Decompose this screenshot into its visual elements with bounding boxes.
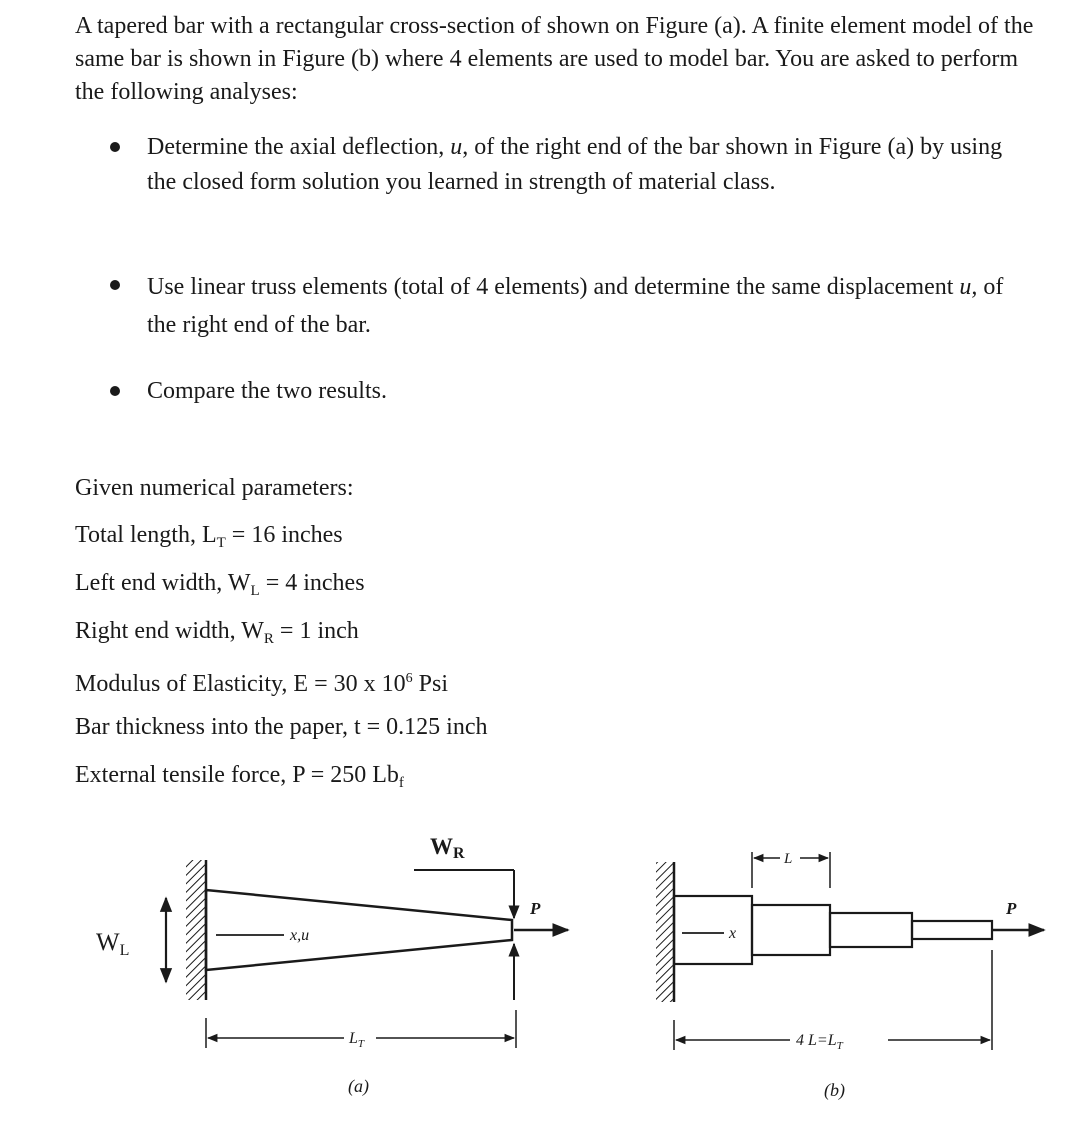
task-item-compare: Compare the two results.	[147, 374, 1017, 409]
param-total-length: Total length, $L_T = 16$ inches	[75, 522, 343, 551]
figure-a-caption: (a)	[348, 1076, 369, 1096]
figure-b-stepped-bar	[656, 851, 1044, 1101]
axis-label-x: x	[729, 925, 737, 942]
load-label-p: P	[1006, 899, 1017, 918]
wr-label: WR	[430, 834, 465, 862]
tapered-bar-outline	[206, 890, 512, 970]
wl-label: $W_L$	[96, 929, 130, 959]
element-1	[674, 896, 752, 964]
parameters-heading: Given numerical parameters:	[75, 475, 354, 501]
task-item-truss: Use linear truss elements (total of 4 elements) and determine the same displacement u, of the right end of the bar.	[147, 268, 1017, 344]
total-length-label: 4 $L=L_T$	[796, 1032, 843, 1052]
element-2	[752, 905, 830, 955]
task-item-deflection: Determine the axial deflection, u, of the right end of the bar shown in Figure (a) by using the closed form solution you learned in strength of material class.	[147, 130, 1017, 200]
param-right-width: Right end width, $W_R = 1$ inch	[75, 618, 359, 647]
element-3	[830, 913, 912, 947]
param-modulus: Modulus of Elasticity, E = 30 x $10^6$ Psi	[75, 671, 448, 697]
element-length-label: L	[784, 851, 793, 867]
param-left-width: Left end width, $W_L = 4$ inches	[75, 570, 365, 599]
fixed-wall-hatch-icon	[656, 862, 674, 1002]
intro-paragraph: A tapered bar with a rectangular cross-section of shown on Figure (a). A finite element model of the same bar is shown in Figure (b) where 4 elements are used to model bar. You are asked to perform the following analyses:	[75, 13, 1034, 105]
load-label-p: P	[530, 899, 541, 918]
figure-a-tapered-bar	[96, 834, 568, 1097]
fixed-wall-hatch-icon	[186, 860, 206, 1000]
length-label-lt: $L_T$	[349, 1030, 365, 1050]
axis-label-xu: x,u	[290, 927, 310, 944]
element-4	[912, 921, 992, 939]
param-thickness: Bar thickness into the paper, t = 0.125 inch	[75, 714, 488, 740]
param-force: External tensile force, P = 250 $Lb_f$	[75, 762, 404, 791]
figure-b-caption: (b)	[824, 1080, 845, 1100]
